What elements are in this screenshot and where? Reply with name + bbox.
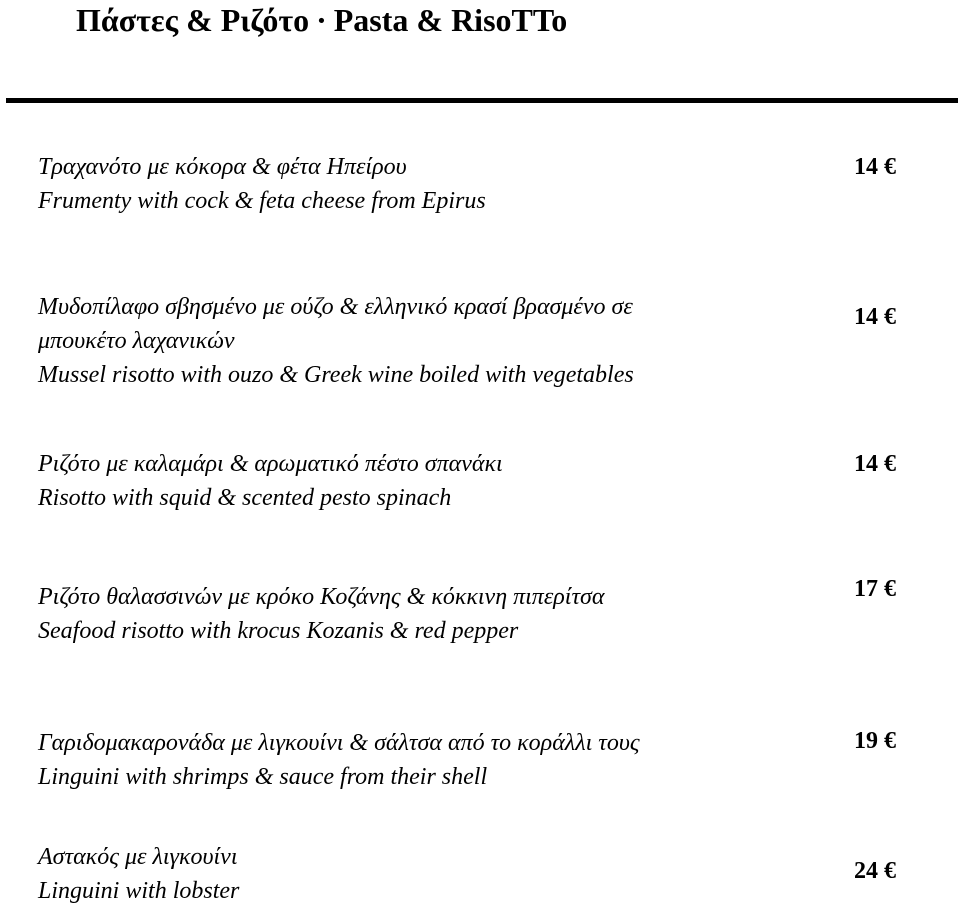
item-price: 14 € xyxy=(854,304,896,330)
item-name-greek: Τραχανότο με κόκορα & φέτα Ηπείρου xyxy=(38,154,407,180)
item-name-greek: Ριζότο με καλαμάρι & αρωματικό πέστο σπανάκι xyxy=(38,451,503,477)
item-price: 19 € xyxy=(854,728,896,754)
page-title xyxy=(76,2,567,38)
item-price: 14 € xyxy=(854,451,896,477)
item-name-english: Linguini with lobster xyxy=(38,878,240,904)
title-greek: Πάστες & Ριζότο xyxy=(76,2,310,38)
item-name-greek: Αστακός με λιγκουίνι xyxy=(38,844,238,870)
title-divider xyxy=(6,98,958,103)
menu-item-mussel-risotto xyxy=(38,290,938,392)
item-name-english: Mussel risotto with ouzo & Greek wine boiled with vegetables xyxy=(38,362,634,388)
menu-item-frumenty xyxy=(38,150,938,218)
item-name-english: Risotto with squid & scented pesto spinach xyxy=(38,485,452,511)
item-price: 17 € xyxy=(854,576,896,602)
menu-item-lobster-linguini xyxy=(38,840,938,908)
title-english: Pasta & RisoTTo xyxy=(333,2,568,38)
title-separator: · xyxy=(316,2,327,38)
item-name-greek-cont: μπουκέτο λαχανικών xyxy=(38,328,235,354)
item-name-english: Seafood risotto with krocus Kozanis & red pepper xyxy=(38,618,519,644)
item-price: 24 € xyxy=(854,858,896,884)
menu-item-squid-risotto xyxy=(38,447,938,515)
item-name-english: Frumenty with cock & feta cheese from Epirus xyxy=(38,188,486,214)
item-name-english: Linguini with shrimps & sauce from their shell xyxy=(38,764,488,790)
item-name-greek: Ριζότο θαλασσινών με κρόκο Κοζάνης & κόκκινη πιπερίτσα xyxy=(38,584,605,610)
menu-item-shrimp-linguini xyxy=(38,726,938,794)
menu-item-seafood-risotto xyxy=(38,576,938,648)
item-name-greek: Γαριδομακαρονάδα με λιγκουίνι & σάλτσα από το κοράλλι τους xyxy=(38,730,640,756)
item-price: 14 € xyxy=(854,154,896,180)
item-name-greek: Μυδοπίλαφο σβησμένο με ούζο & ελληνικό κρασί βρασμένο σε xyxy=(38,294,633,320)
